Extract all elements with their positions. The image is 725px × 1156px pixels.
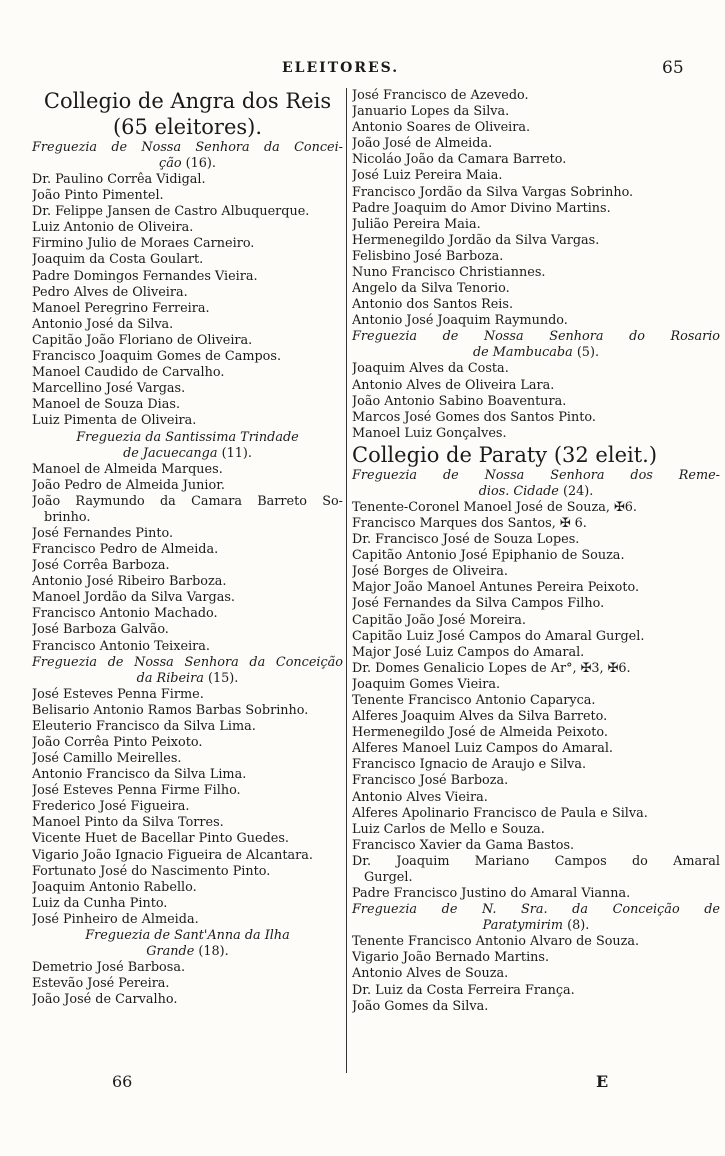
parish-count: (24). xyxy=(562,483,594,499)
parish-heading-cont: da Ribeira (15). xyxy=(136,670,239,686)
list-item: Dr. Felippe Jansen de Castro Albuquerque. xyxy=(32,204,310,220)
list-item: Luiz Carlos de Mello e Souza. xyxy=(352,821,545,837)
parish-heading: Freguezia de Nossa Senhora dos Reme- xyxy=(352,467,720,483)
list-item: Major José Luiz Campos do Amaral. xyxy=(352,644,585,660)
page-title: ELEITORES. xyxy=(282,60,400,76)
list-item: Antonio Alves Vieira. xyxy=(352,789,488,805)
list-item: Vigario João Ignacio Figueira de Alcantara. xyxy=(32,847,313,863)
list-item: João Pedro de Almeida Junior. xyxy=(32,477,225,493)
parish-heading-cont: de Mambucaba (5). xyxy=(472,345,600,361)
list-item: Dr. Francisco José de Souza Lopes. xyxy=(352,532,580,548)
list-item: Capitão Antonio José Epiphanio de Souza. xyxy=(352,548,625,564)
list-item: Pedro Alves de Oliveira. xyxy=(32,284,188,300)
elector-list xyxy=(352,500,720,902)
list-item: Antonio José Ribeiro Barboza. xyxy=(32,574,227,590)
list-item: José Corrêa Barboza. xyxy=(32,558,170,574)
list-item: José Esteves Penna Firme. xyxy=(32,686,204,702)
list-item: Belisario Antonio Ramos Barbas Sobrinho. xyxy=(32,702,309,718)
elector-list xyxy=(32,172,343,430)
elector-list xyxy=(352,361,720,441)
list-item: João Antonio Sabino Boaventura. xyxy=(352,393,567,409)
list-item: José Luiz Pereira Maia. xyxy=(352,168,503,184)
list-item: Manoel de Souza Dias. xyxy=(32,397,181,413)
signature-mark: E xyxy=(596,1072,609,1091)
list-item: Dr. Paulino Corrêa Vidigal. xyxy=(32,172,206,187)
list-item: José Borges de Oliveira. xyxy=(352,564,508,580)
list-item: Marcellino José Vargas. xyxy=(32,381,186,397)
list-item: Padre Joaquim do Amor Divino Martins. xyxy=(352,200,611,216)
list-item: Dr. Joaquim Mariano Campos do Amaral xyxy=(352,853,720,869)
list-item: Luiz da Cunha Pinto. xyxy=(32,895,168,911)
list-item: Padre Domingos Fernandes Vieira. xyxy=(32,268,258,284)
list-item: Capitão João José Moreira. xyxy=(352,612,526,628)
left-column xyxy=(32,88,343,1008)
list-item: José Pinheiro de Almeida. xyxy=(32,911,199,927)
parish-heading: Freguezia de N. Sra. da Conceição de xyxy=(352,902,720,918)
list-item: Tenente Francisco Antonio Alvaro de Souza. xyxy=(352,934,640,950)
parish-count: (16). xyxy=(185,156,216,171)
elector-list xyxy=(32,687,343,928)
list-item: Manoel Pinto da Silva Torres. xyxy=(32,815,224,831)
list-item: Dr. Domes Genalicio Lopes de Ar°, ✠3, ✠6. xyxy=(352,660,631,676)
list-item: Manoel Caudido de Carvalho. xyxy=(32,365,225,381)
list-item: José Fernandes da Silva Campos Filho. xyxy=(352,596,605,612)
parish-heading-cont: ção (16). xyxy=(159,156,216,171)
list-item: Tenente Francisco Antonio Caparyca. xyxy=(352,693,596,708)
list-item: José Camillo Meirelles. xyxy=(32,751,182,766)
list-item: Major João Manoel Antunes Pereira Peixoto. xyxy=(352,580,640,596)
list-item: Estevão José Pereira. xyxy=(32,976,170,992)
list-item: Nuno Francisco Christiannes. xyxy=(352,265,546,281)
list-item: Nicoláo João da Camara Barreto. xyxy=(352,152,567,168)
list-item: Antonio Soares de Oliveira. xyxy=(352,120,531,136)
elector-list xyxy=(32,960,343,1008)
parish-count: (18). xyxy=(198,944,229,960)
list-item-cont: Gurgel. xyxy=(364,870,413,886)
list-item: João Gomes da Silva. xyxy=(352,998,489,1014)
list-item: João Raymundo da Camara Barreto So- xyxy=(32,493,343,509)
list-item: Angelo da Silva Tenorio. xyxy=(352,281,510,297)
running-header xyxy=(0,58,725,84)
parish-heading: Freguezia de Sant'Anna da Ilha xyxy=(85,928,290,944)
list-item: Antonio José Joaquim Raymundo. xyxy=(352,313,568,329)
list-item: Antonio Alves de Souza. xyxy=(352,966,509,982)
footer-page-number: 66 xyxy=(112,1072,133,1091)
list-item: Francisco Jordão da Silva Vargas Sobrinho. xyxy=(352,184,634,200)
page-number: 65 xyxy=(662,58,684,78)
list-item-cont: brinho. xyxy=(44,509,91,525)
list-item: Antonio José da Silva. xyxy=(32,316,174,332)
parish-heading-cont: Grande (18). xyxy=(146,944,229,960)
list-item: Januario Lopes da Silva. xyxy=(352,104,510,120)
parish-count: (15). xyxy=(207,670,239,686)
parish-count: (11). xyxy=(221,445,252,461)
list-item: Dr. Luiz da Costa Ferreira França. xyxy=(352,982,575,998)
list-item: Manoel Luiz Gonçalves. xyxy=(352,425,507,441)
college-title: Collegio de Paraty (32 eleit.) xyxy=(352,442,658,467)
list-item: Vicente Huet de Bacellar Pinto Guedes. xyxy=(32,831,289,847)
parish-heading: Freguezia de Nossa Senhora do Rosario xyxy=(352,329,720,345)
column-divider xyxy=(346,88,347,1073)
elector-list xyxy=(352,88,720,329)
list-item: Joaquim Antonio Rabello. xyxy=(32,879,197,895)
list-item: Marcos José Gomes dos Santos Pinto. xyxy=(352,409,596,425)
list-item: Francisco Joaquim Gomes de Campos. xyxy=(32,349,282,365)
elector-list xyxy=(352,934,720,1014)
elector-list xyxy=(32,462,343,655)
list-item: Capitão João Floriano de Oliveira. xyxy=(32,332,253,348)
list-item: Joaquim da Costa Goulart. xyxy=(32,252,204,268)
list-item: Tenente-Coronel Manoel José de Souza, ✠6. xyxy=(352,499,637,515)
list-item: José Francisco de Azevedo. xyxy=(352,88,529,103)
list-item: Eleuterio Francisco da Silva Lima. xyxy=(32,718,256,734)
list-item: Alferes Apolinario Francisco de Paula e Silva. xyxy=(352,805,648,821)
list-item: João José de Almeida. xyxy=(352,136,493,152)
list-item: Julião Pereira Maia. xyxy=(352,216,481,232)
list-item: Capitão Luiz José Campos do Amaral Gurgel. xyxy=(352,628,645,644)
list-item: Frederico José Figueira. xyxy=(32,799,190,815)
list-item: José Barboza Galvão. xyxy=(32,622,169,638)
list-item: Manoel Jordão da Silva Vargas. xyxy=(32,590,235,606)
list-item: Francisco José Barboza. xyxy=(352,773,509,789)
parish-heading: Freguezia da Santissima Trindade xyxy=(76,429,299,445)
list-item: Fortunato José do Nascimento Pinto. xyxy=(32,863,271,879)
list-item: Francisco Antonio Teixeira. xyxy=(32,638,210,654)
list-item: Luiz Antonio de Oliveira. xyxy=(32,220,194,236)
list-item: Francisco Ignacio de Araujo e Silva. xyxy=(352,757,587,773)
right-column xyxy=(352,88,720,1015)
list-item: Joaquim Alves da Costa. xyxy=(352,361,509,377)
list-item: Francisco Antonio Machado. xyxy=(32,606,218,622)
list-item: Joaquim Gomes Vieira. xyxy=(352,676,501,692)
parish-heading-cont: dios. Cidade (24). xyxy=(478,483,594,499)
list-item: Antonio dos Santos Reis. xyxy=(352,297,514,313)
list-item: Hermenegildo Jordão da Silva Vargas. xyxy=(352,232,600,248)
college-title: Collegio de Angra dos Reis xyxy=(43,89,332,113)
list-item: José Fernandes Pinto. xyxy=(32,525,174,541)
list-item: Francisco Xavier da Gama Bastos. xyxy=(352,837,575,853)
list-item: Padre Francisco Justino do Amaral Vianna. xyxy=(352,886,631,902)
list-item: Demetrio José Barbosa. xyxy=(32,960,186,976)
parish-heading: Freguezia de Nossa Senhora da Concei- xyxy=(32,140,343,155)
list-item: Francisco Pedro de Almeida. xyxy=(32,541,219,557)
list-item: Antonio Francisco da Silva Lima. xyxy=(32,767,247,783)
list-item: João José de Carvalho. xyxy=(32,992,178,1008)
list-item: João Pinto Pimentel. xyxy=(32,188,164,204)
list-item: Vigario João Bernado Martins. xyxy=(352,950,550,966)
list-item: Manoel Peregrino Ferreira. xyxy=(32,300,210,316)
list-item: Luiz Pimenta de Oliveira. xyxy=(32,413,197,429)
parish-heading-cont: Paratymirim (8). xyxy=(482,918,590,934)
list-item: João Corrêa Pinto Peixoto. xyxy=(32,734,203,750)
list-item: Antonio Alves de Oliveira Lara. xyxy=(352,377,555,393)
list-item: Hermenegildo José de Almeida Peixoto. xyxy=(352,725,608,741)
list-item: Alferes Joaquim Alves da Silva Barreto. xyxy=(352,709,608,725)
parish-count: (5). xyxy=(576,345,600,361)
parish-count: (8). xyxy=(567,918,590,934)
list-item: Manoel de Almeida Marques. xyxy=(32,461,223,477)
list-item: Felisbino José Barboza. xyxy=(352,248,504,264)
list-item: Francisco Marques dos Santos, ✠ 6. xyxy=(352,515,587,531)
parish-heading: Freguezia de Nossa Senhora da Conceição xyxy=(32,654,343,670)
list-item: José Esteves Penna Firme Filho. xyxy=(32,783,241,799)
parish-heading-cont: de Jacuecanga (11). xyxy=(123,445,252,461)
list-item: Alferes Manoel Luiz Campos do Amaral. xyxy=(352,741,613,757)
college-count: (65 eleitores). xyxy=(112,115,263,139)
list-item: Firmino Julio de Moraes Carneiro. xyxy=(32,236,255,252)
